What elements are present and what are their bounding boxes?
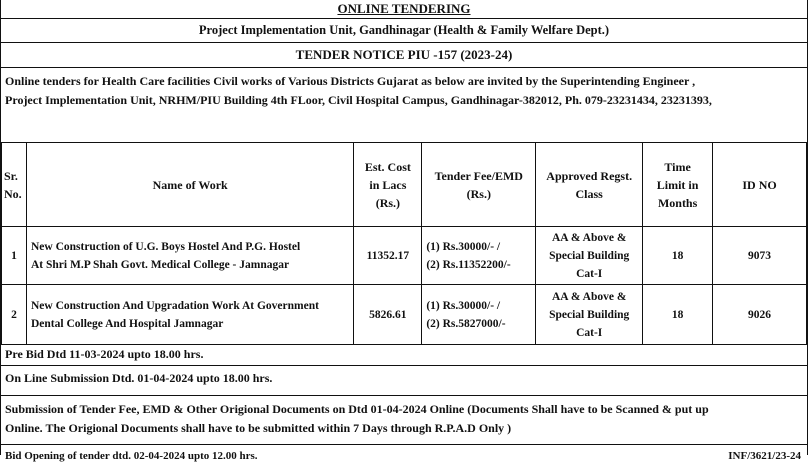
row-time: 18 bbox=[643, 227, 713, 285]
divider bbox=[1, 18, 807, 19]
header-fee: Tender Fee/EMD (Rs.) bbox=[422, 143, 536, 227]
row-id: 9073 bbox=[713, 227, 807, 285]
table-row bbox=[2, 285, 807, 345]
row-cost: 5826.61 bbox=[354, 285, 422, 345]
divider bbox=[1, 67, 807, 68]
row-cost: 11352.17 bbox=[354, 227, 422, 285]
notice-number: TENDER NOTICE PIU -157 (2023-24) bbox=[295, 47, 513, 62]
row-class: AA & Above & Special Building Cat-I bbox=[536, 227, 643, 285]
unit-line: Project Implementation Unit, Gandhinagar (Health & Family Welfare Dept.) bbox=[198, 23, 610, 37]
header-sr: Sr. No. bbox=[2, 143, 27, 227]
row-fee: (1) Rs.30000/- / (2) Rs.11352200/- bbox=[422, 227, 536, 285]
divider bbox=[1, 42, 807, 43]
inf-number: INF/3621/23-24 bbox=[728, 450, 801, 462]
header-id: ID NO bbox=[713, 143, 807, 227]
table-row bbox=[2, 227, 807, 285]
intro-line: Online tenders for Health Care facilities Civil works of Various Districts Gujarat as below are invited by the Superintending Engineer , bbox=[5, 74, 696, 88]
row-class: AA & Above & Special Building Cat-I bbox=[536, 285, 643, 345]
row-name: New Construction of U.G. Boys Hostel And P.G. Hostel At Shri M.P Shah Govt. Medical College - Jamnagar bbox=[26, 227, 353, 285]
intro-line: Project Implementation Unit, NRHM/PIU Building 4th FLoor, Civil Hospital Campus, Gandhinagar-382012, Ph. 079-23231434, 23231393, bbox=[5, 93, 712, 107]
row-id: 9026 bbox=[713, 285, 807, 345]
header-name: Name of Work bbox=[26, 143, 353, 227]
header-cost: Est. Cost in Lacs (Rs.) bbox=[354, 143, 422, 227]
divider bbox=[1, 395, 807, 396]
prebid-note: Pre Bid Dtd 11-03-2024 upto 18.00 hrs. bbox=[5, 347, 204, 361]
divider bbox=[1, 444, 807, 445]
row-sr: 1 bbox=[2, 227, 27, 285]
works-table bbox=[1, 142, 807, 345]
row-fee: (1) Rs.30000/- / (2) Rs.5827000/- bbox=[422, 285, 536, 345]
header-time: Time Limit in Months bbox=[643, 143, 713, 227]
row-sr: 2 bbox=[2, 285, 27, 345]
table-header-row bbox=[2, 143, 807, 227]
header-class: Approved Regst. Class bbox=[536, 143, 643, 227]
submission-note: On Line Submission Dtd. 01-04-2024 upto 18.00 hrs. bbox=[5, 371, 273, 385]
heading: ONLINE TENDERING bbox=[337, 1, 471, 16]
row-time: 18 bbox=[643, 285, 713, 345]
row-name: New Construction And Upgradation Work At Government Dental College And Hospital Jamnagar bbox=[26, 285, 353, 345]
intro-text bbox=[5, 72, 803, 110]
divider bbox=[1, 365, 807, 366]
documents-note: Submission of Tender Fee, EMD & Other Origional Documents on Dtd 01-04-2024 Online (Documents Shall have to be Scanned & put up Online. The Origional Documents shall have to be submitted within 7 Days through R.P.A.D Only ) bbox=[5, 402, 709, 435]
bid-opening-note: Bid Opening of tender dtd. 02-04-2024 upto 12.00 hrs. bbox=[5, 450, 258, 462]
